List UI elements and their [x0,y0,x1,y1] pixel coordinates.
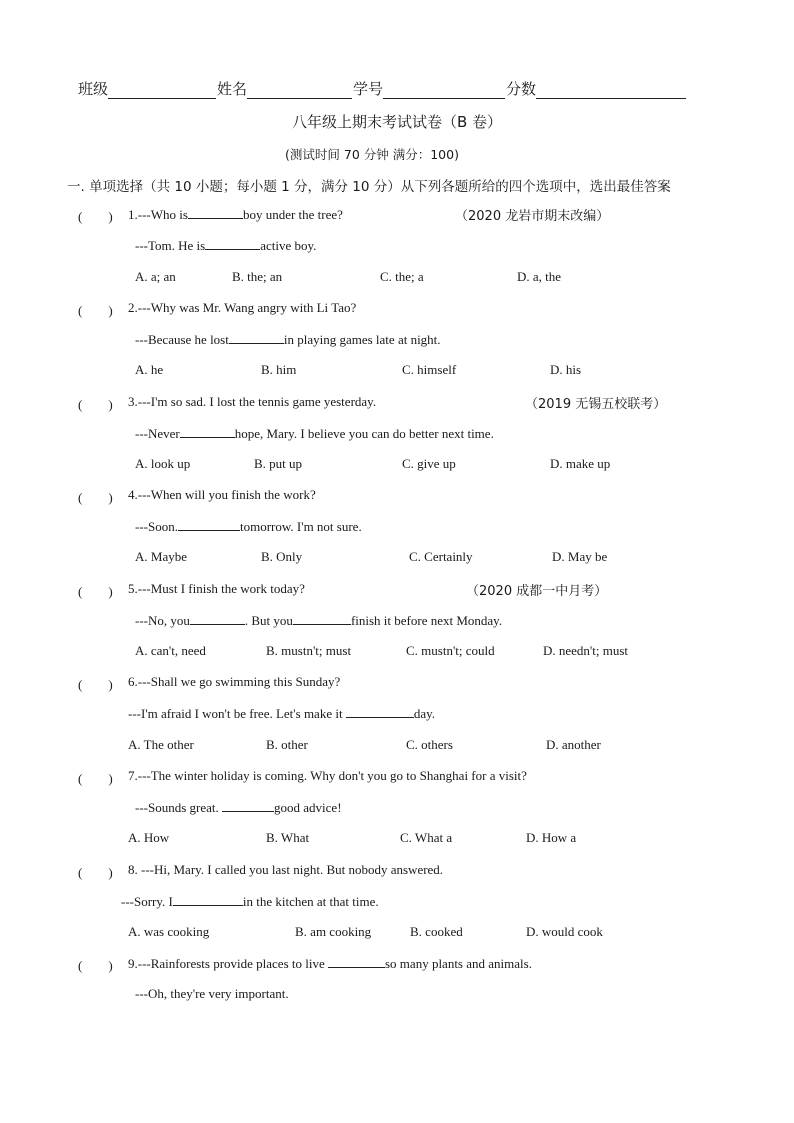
blank [180,425,235,438]
question-4-stem: 4.---When will you finish the work? [128,487,316,502]
option-d[interactable]: D. a, the [517,269,562,284]
student-info-header [78,78,687,99]
question-source: （2020 龙岩市期末改编） [455,209,610,224]
question-6-answer: ---I'm afraid I won't be free. Let's make it day. [128,706,436,721]
option-c[interactable]: C. the; a [380,269,424,284]
option-b[interactable]: B. put up [254,456,303,471]
name-label: 姓名 [217,80,248,98]
id-label: 学号 [353,80,384,98]
blank [229,331,284,344]
question-1-answer: ---Tom. He is active boy. [135,238,317,253]
answer-paren[interactable]: ( ) [78,397,113,412]
question-5-stem: 5.---Must I finish the work today? [128,581,305,596]
question-7-stem: 7.---The winter holiday is coming. Why don't you go to Shanghai for a visit? [128,768,527,783]
answer-paren[interactable]: ( ) [78,677,113,692]
option-a[interactable]: A. was cooking [128,924,210,939]
option-b[interactable]: B. am cooking [295,924,372,939]
answer-paren[interactable]: ( ) [78,865,113,880]
option-d[interactable]: D. his [550,362,582,377]
blank [190,612,245,625]
option-b[interactable]: B. mustn't; must [266,643,352,658]
option-a[interactable]: A. The other [128,737,194,752]
option-c[interactable]: B. cooked [410,924,463,939]
section-heading: 一. 单项选择（共 10 小题；每小题 1 分，满分 10 分）从下列各题所给的四个选项中，选出最佳答案 [67,179,671,195]
option-a[interactable]: A. a; an [135,269,176,284]
option-c[interactable]: C. give up [402,456,456,471]
option-c[interactable]: C. others [406,737,453,752]
answer-paren[interactable]: ( ) [78,209,113,224]
question-8-answer: ---Sorry. I in the kitchen at that time. [121,894,379,909]
id-blank[interactable] [383,82,505,99]
option-d[interactable]: D. make up [550,456,611,471]
blank [328,955,385,968]
answer-paren[interactable]: ( ) [78,303,113,318]
option-b[interactable]: B. the; an [232,269,283,284]
answer-paren[interactable]: ( ) [78,490,113,505]
question-3-stem: 3.---I'm so sad. I lost the tennis game yesterday. [128,394,377,409]
question-5-answer: ---No, you . But you finish it before next Monday. [135,613,503,628]
blank [222,799,274,812]
option-d[interactable]: D. another [546,737,601,752]
question-7-answer: ---Sounds great. good advice! [135,800,342,815]
option-c[interactable]: C. himself [402,362,457,377]
option-c[interactable]: C. Certainly [409,549,473,564]
option-a[interactable]: A. How [128,830,170,845]
blank [205,237,260,250]
option-b[interactable]: B. What [266,830,310,845]
class-label: 班级 [78,80,109,98]
score-label: 分数 [506,80,537,98]
option-d[interactable]: D. would cook [526,924,603,939]
question-9-stem: 9.---Rainforests provide places to live so many plants and animals. [128,956,532,971]
option-a[interactable]: A. Maybe [135,549,187,564]
exam-subtitle: (测试时间 70 分钟 满分：100) [285,147,459,162]
blank [178,518,240,531]
answer-paren[interactable]: ( ) [78,958,113,973]
answer-paren[interactable]: ( ) [78,584,113,599]
question-2-stem: 2.---Why was Mr. Wang angry with Li Tao? [128,300,357,315]
option-b[interactable]: B. other [266,737,308,752]
name-blank[interactable] [247,82,352,99]
question-source: （2019 无锡五校联考） [525,397,667,412]
question-9-answer: ---Oh, they're very important. [135,986,289,1001]
blank [188,206,243,219]
option-c[interactable]: C. What a [400,830,453,845]
option-b[interactable]: B. Only [261,549,303,564]
option-a[interactable]: A. he [135,362,164,377]
question-2-answer: ---Because he lost in playing games late at night. [135,332,441,347]
question-source: （2020 成都一中月考） [466,584,608,599]
question-4-answer: ---Soon. tomorrow. I'm not sure. [135,519,362,534]
blank [346,705,414,718]
option-d[interactable]: D. May be [552,549,608,564]
class-blank[interactable] [108,82,216,99]
question-6-stem: 6.---Shall we go swimming this Sunday? [128,674,341,689]
score-blank[interactable] [536,82,686,99]
option-d[interactable]: D. needn't; must [543,643,629,658]
answer-paren[interactable]: ( ) [78,771,113,786]
question-1-stem: 1.---Who is boy under the tree? [128,207,343,222]
question-3-answer: ---Never hope, Mary. I believe you can do better next time. [135,426,494,441]
exam-title: 八年级上期末考试试卷（B 卷） [291,113,503,131]
blank [173,893,243,906]
question-8-stem: 8. ---Hi, Mary. I called you last night. But nobody answered. [128,862,444,877]
option-c[interactable]: C. mustn't; could [406,643,495,658]
option-a[interactable]: A. look up [135,456,191,471]
option-b[interactable]: B. him [261,362,297,377]
blank [293,612,351,625]
option-d[interactable]: D. How a [526,830,577,845]
option-a[interactable]: A. can't, need [135,643,206,658]
